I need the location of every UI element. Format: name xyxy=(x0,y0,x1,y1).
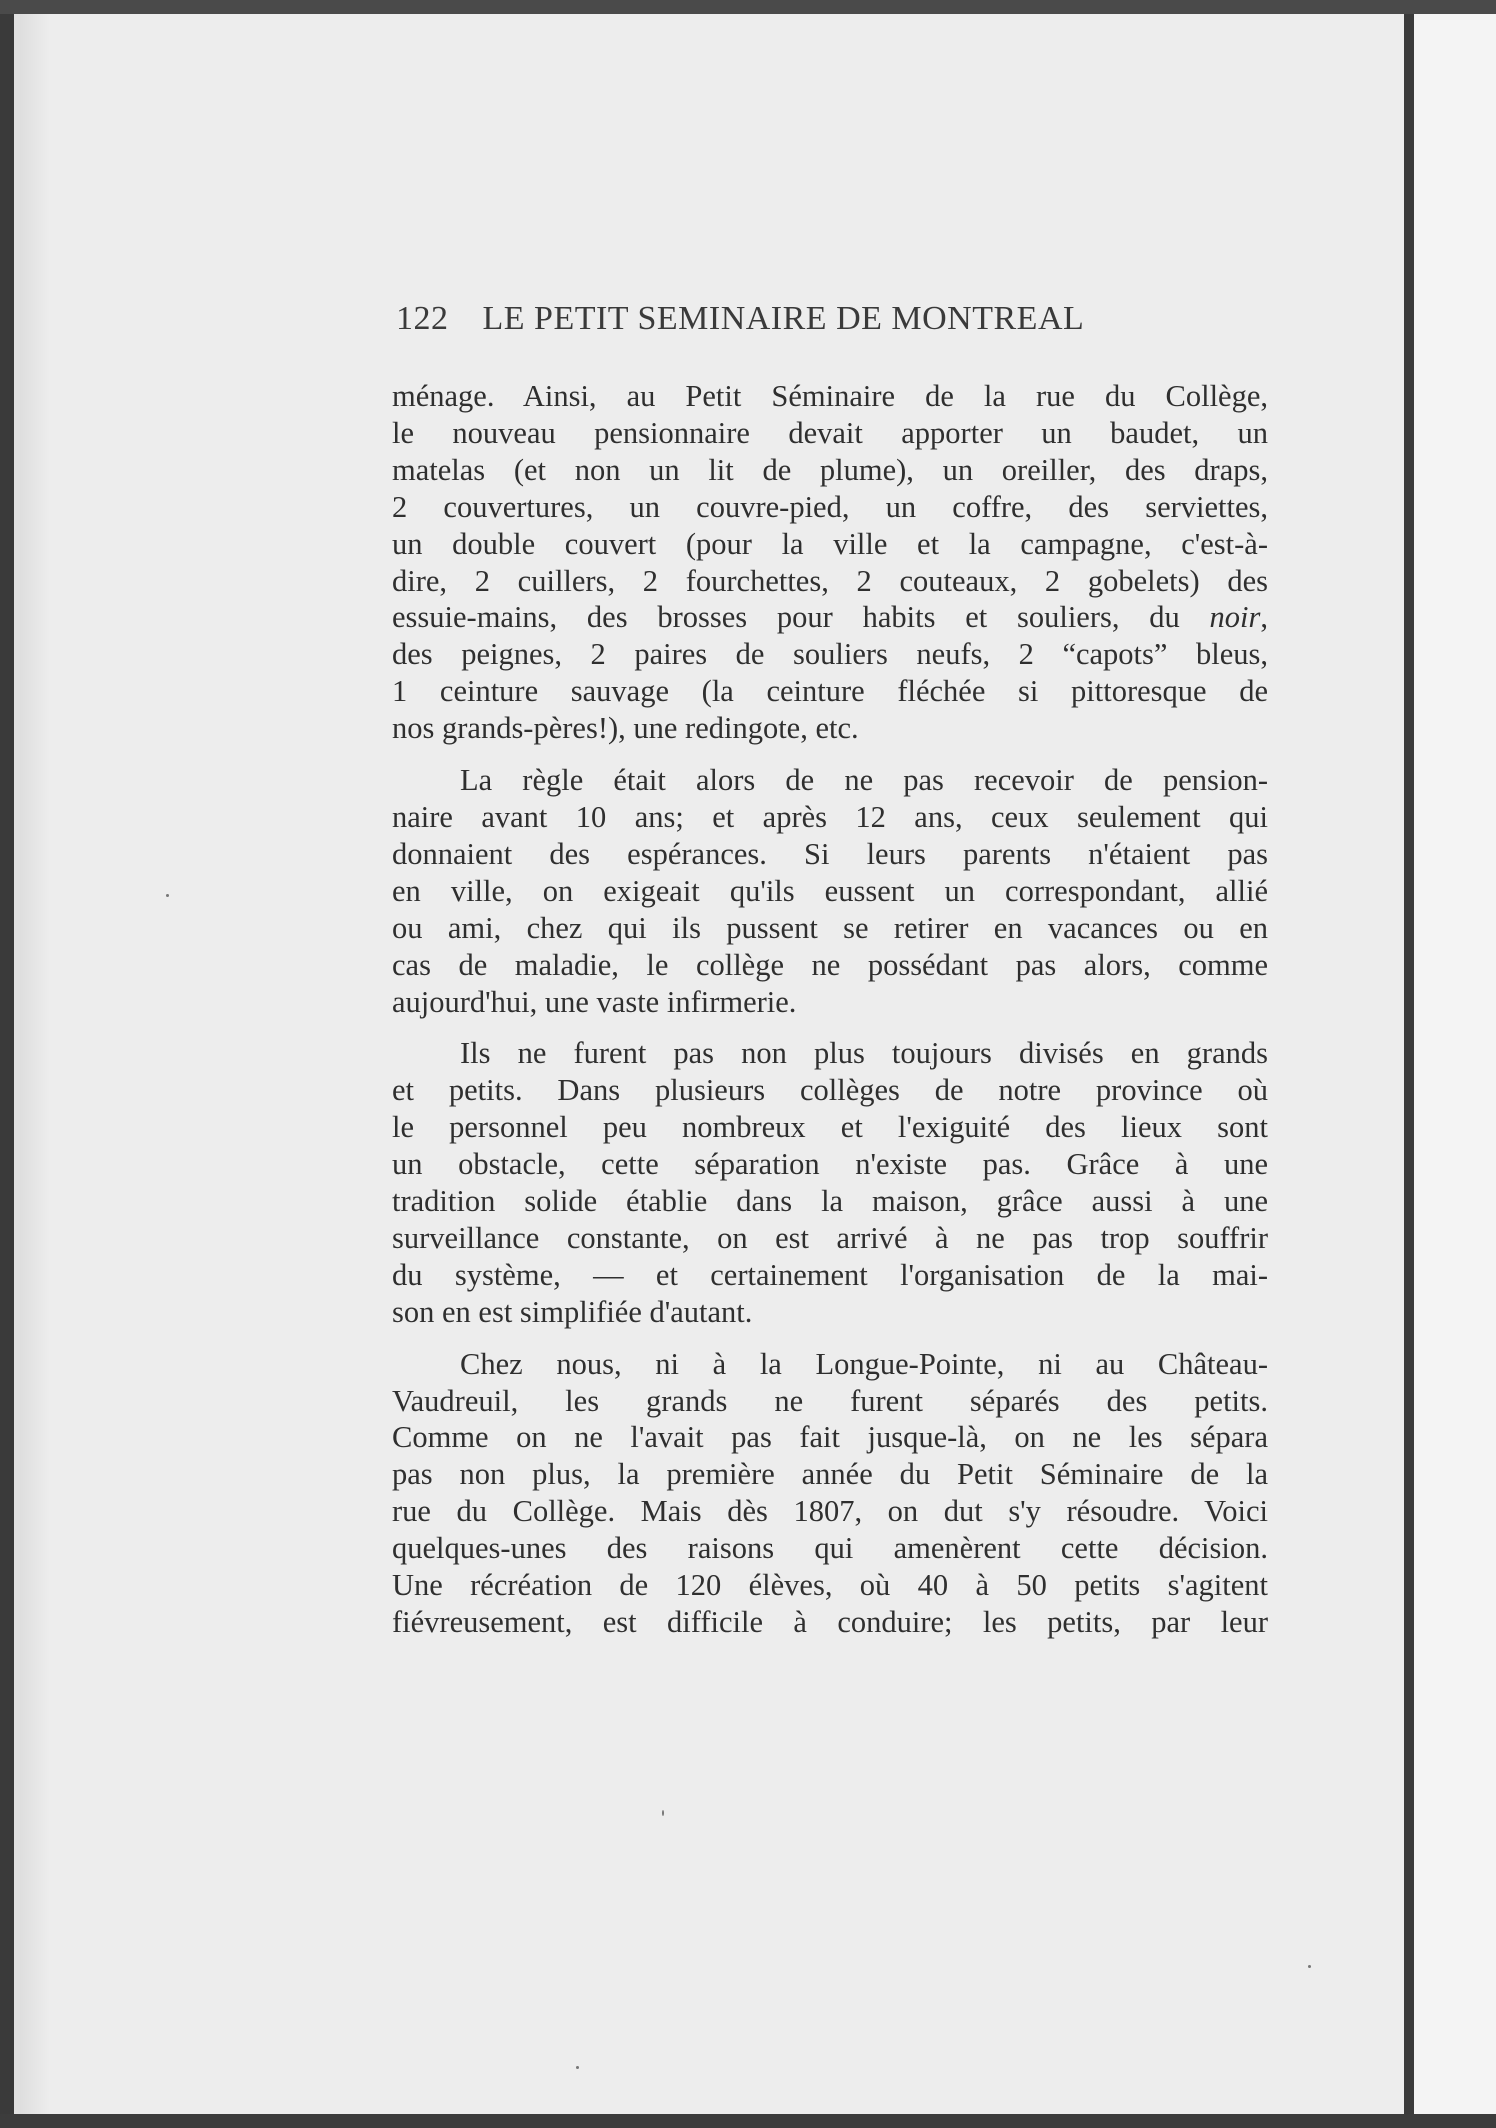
text-line: matelas (et non un lit de plume), un oreiller, des draps, xyxy=(392,452,1268,487)
paragraph xyxy=(392,378,1268,747)
text-line: le personnel peu nombreux et l'exiguité des lieux sont xyxy=(392,1110,1268,1145)
text-line: 1 ceinture sauvage (la ceinture fléchée si pittoresque de xyxy=(392,674,1268,709)
scan-speck xyxy=(576,2066,579,2069)
text-line: quelques-unes des raisons qui amenèrent cette décision. xyxy=(392,1531,1268,1566)
text-line: surveillance constante, on est arrivé à ne pas trop souffrir xyxy=(392,1220,1268,1255)
text-line: dire, 2 cuillers, 2 fourchettes, 2 couteaux, 2 gobelets) des xyxy=(392,563,1268,598)
scan-speck xyxy=(662,1810,664,1816)
scan-speck xyxy=(1308,1965,1311,1968)
paragraph xyxy=(392,1035,1268,1330)
running-head xyxy=(396,300,1266,338)
paragraph xyxy=(392,762,1268,1020)
text-line: un double couvert (pour la ville et la campagne, c'est-à- xyxy=(392,526,1268,561)
text-line: rue du Collège. Mais dès 1807, on dut s'y résoudre. Voici xyxy=(392,1494,1268,1529)
text-line: aujourd'hui, une vaste infirmerie. xyxy=(392,984,797,1019)
italic-word: noir xyxy=(1209,600,1261,635)
page-number: 122 xyxy=(396,300,449,337)
scanner-bottom-border xyxy=(0,2114,1496,2128)
text-line: son en est simplifiée d'autant. xyxy=(392,1294,753,1329)
text-line: La règle était alors de ne pas recevoir de pension- xyxy=(460,763,1268,798)
text-line: et petits. Dans plusieurs collèges de notre province où xyxy=(392,1073,1268,1108)
text-line: Comme on ne l'avait pas fait jusque-là, on ne les sépara xyxy=(392,1420,1268,1455)
text-line: fiévreusement, est difficile à conduire; les petits, par leur xyxy=(392,1605,1268,1639)
text-line: Une récréation de 120 élèves, où 40 à 50 petits s'agitent xyxy=(392,1568,1268,1603)
text-line: essuie-mains, des brosses pour habits et souliers, du noir, xyxy=(392,600,1268,635)
text-line: du système, — et certainement l'organisation de la mai- xyxy=(392,1257,1268,1292)
running-title: LE PETIT SEMINAIRE DE MONTREAL xyxy=(482,300,1085,337)
text-line: 2 couvertures, un couvre-pied, un coffre, des serviettes, xyxy=(392,489,1268,524)
text-line: Chez nous, ni à la Longue-Pointe, ni au Château- xyxy=(460,1346,1268,1381)
text-line: Ils ne furent pas non plus toujours divisés en grands xyxy=(460,1036,1268,1071)
paragraph xyxy=(392,1346,1268,1641)
adjacent-page-edge xyxy=(1404,14,1496,2114)
page-gutter-shadow xyxy=(20,14,50,2114)
text-line: pas non plus, la première année du Petit Séminaire de la xyxy=(392,1457,1268,1492)
text-line: en ville, on exigeait qu'ils eussent un correspondant, allié xyxy=(392,873,1268,908)
text-line: un obstacle, cette séparation n'existe pas. Grâce à une xyxy=(392,1147,1268,1182)
text-line: cas de maladie, le collège ne possédant pas alors, comme xyxy=(392,947,1268,982)
scan-speck xyxy=(166,894,169,897)
text-line: des peignes, 2 paires de souliers neufs, 2 “capots” bleus, xyxy=(392,637,1268,672)
text-line: nos grands-pères!), une redingote, etc. xyxy=(392,711,859,746)
body-text xyxy=(392,378,1268,1656)
text-line: tradition solide établie dans la maison, grâce aussi à une xyxy=(392,1184,1268,1219)
text-line: le nouveau pensionnaire devait apporter un baudet, un xyxy=(392,415,1268,450)
text-line: naire avant 10 ans; et après 12 ans, ceux seulement qui xyxy=(392,799,1268,834)
text-line: donnaient des espérances. Si leurs parents n'étaient pas xyxy=(392,836,1268,871)
text-line: ou ami, chez qui ils pussent se retirer en vacances ou en xyxy=(392,910,1268,945)
text-line: Vaudreuil, les grands ne furent séparés des petits. xyxy=(392,1383,1268,1418)
scanner-top-border xyxy=(0,0,1496,14)
text-line: ménage. Ainsi, au Petit Séminaire de la rue du Collège, xyxy=(392,379,1268,413)
